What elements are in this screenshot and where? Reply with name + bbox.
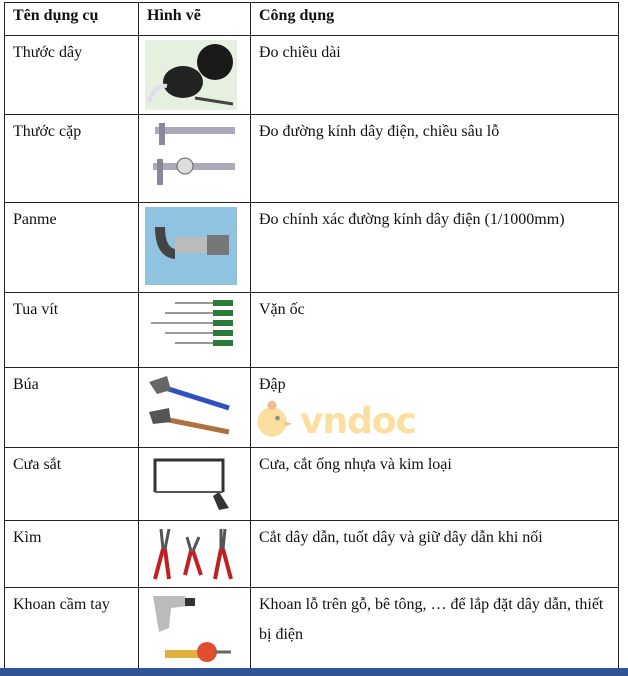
tool-use: Vặn ốc	[251, 293, 619, 368]
micrometer-image	[145, 207, 237, 285]
hacksaw-image	[145, 452, 237, 514]
tape-measure-image	[145, 40, 237, 110]
tool-use: Đập	[251, 368, 619, 448]
table-row	[5, 368, 619, 448]
tool-use: Cưa, cắt ống nhựa và kim loại	[251, 448, 619, 521]
table-row	[5, 293, 619, 368]
tool-name: Thước cặp	[5, 115, 139, 203]
table-header-row	[5, 3, 619, 36]
table-row	[5, 36, 619, 115]
hand-drill-image	[145, 592, 237, 664]
tool-name: Thước dây	[5, 36, 139, 115]
tool-name: Khoan cầm tay	[5, 588, 139, 671]
hammer-image	[145, 372, 237, 438]
tool-use: Đo chính xác đường kính dây điện (1/1000mm)	[251, 203, 619, 293]
tool-name: Tua vít	[5, 293, 139, 368]
table-row	[5, 115, 619, 203]
table-row	[5, 521, 619, 588]
tool-use: Khoan lỗ trên gỗ, bê tông, … để lắp đặt dây dẫn, thiết bị điện	[251, 588, 619, 671]
tool-use: Đo đường kính dây điện, chiều sâu lỗ	[251, 115, 619, 203]
caliper-image	[145, 119, 237, 195]
tool-use: Đo chiều dài	[251, 36, 619, 115]
watermark-text: vndoc	[300, 401, 416, 442]
tool-name: Cưa sắt	[5, 448, 139, 521]
header-image: Hình vẽ	[139, 3, 251, 36]
header-use: Công dụng	[251, 3, 619, 36]
tools-table	[4, 2, 619, 671]
tool-name: Kìm	[5, 521, 139, 588]
tool-name: Búa	[5, 368, 139, 448]
screwdriver-image	[145, 297, 237, 357]
table-row	[5, 203, 619, 293]
tool-use: Cắt dây dẫn, tuốt dây và giữ dây dẫn khi nối	[251, 521, 619, 588]
header-tool-name: Tên dụng cụ	[5, 3, 139, 36]
pliers-image	[145, 525, 237, 581]
bottom-bar	[0, 668, 628, 676]
tool-name: Panme	[5, 203, 139, 293]
table-row	[5, 448, 619, 521]
table-row	[5, 588, 619, 671]
